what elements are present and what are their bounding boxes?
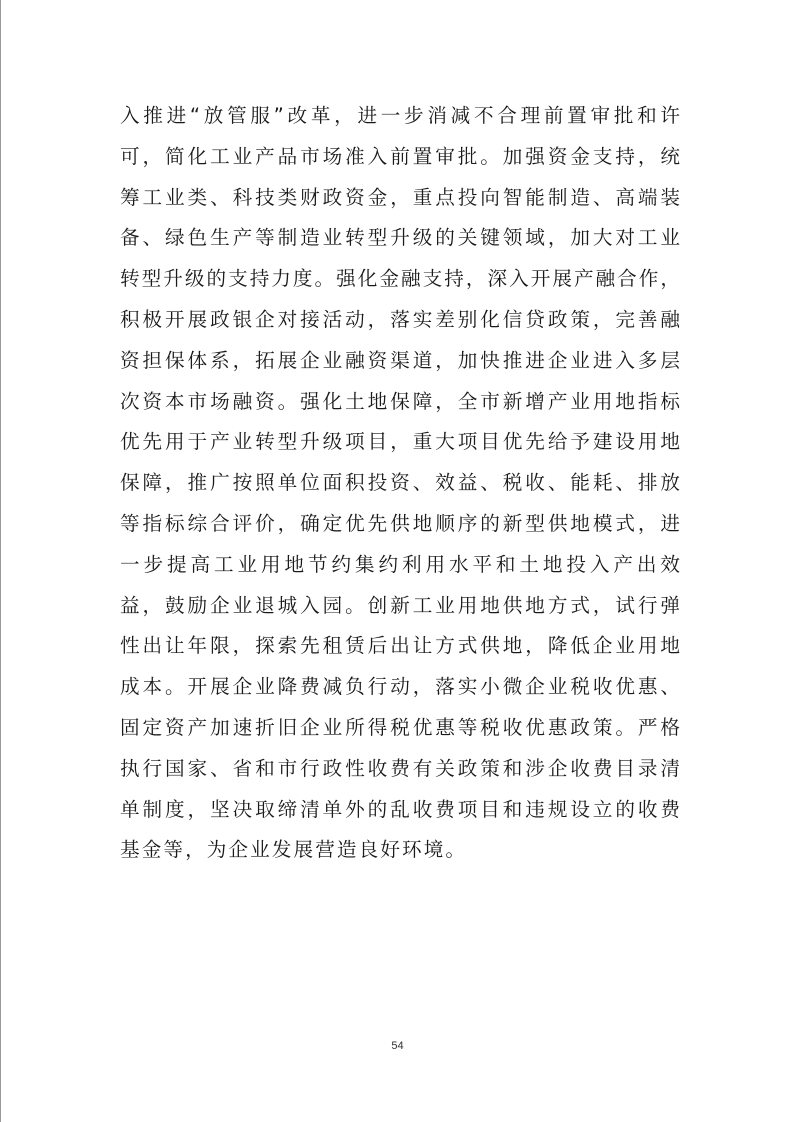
body-paragraph: [120, 96, 680, 871]
text-line: 一步提高工业用地节约集约利用水平和土地投入产出效: [120, 552, 680, 576]
text-line: 可，简化工业产品市场准入前置审批。加强资金支持，统: [120, 144, 680, 168]
text-line: 优先用于产业转型升级项目，重大项目优先给予建设用地: [120, 430, 680, 454]
text-line: 积极开展政银企对接活动，落实差别化信贷政策，完善融: [120, 307, 680, 331]
text-line: 单制度，坚决取缔清单外的乱收费项目和违规设立的收费: [120, 797, 680, 821]
text-line: 性出让年限，探索先租赁后出让方式供地，降低企业用地: [120, 634, 680, 658]
text-line: 基金等，为企业发展营造良好环境。: [120, 838, 468, 862]
text-line: 益，鼓励企业退城入园。创新工业用地供地方式，试行弹: [120, 593, 680, 617]
text-line: 资担保体系，拓展企业融资渠道，加快推进企业进入多层: [120, 348, 680, 372]
text-line: 执行国家、省和市行政性收费有关政策和涉企收费目录清: [120, 756, 680, 780]
text-line: 成本。开展企业降费减负行动，落实小微企业税收优惠、: [120, 675, 680, 699]
text-line: 固定资产加速折旧企业所得税优惠等税收优惠政策。严格: [120, 715, 680, 739]
text-line: 保障，推广按照单位面积投资、效益、税收、能耗、排放: [120, 471, 680, 495]
text-line: 入推进“放管服”改革，进一步消减不合理前置审批和许: [120, 104, 680, 127]
text-line: 筹工业类、科技类财政资金，重点投向智能制造、高端装: [120, 185, 680, 209]
text-line: 备、绿色生产等制造业转型升级的关键领域，加大对工业: [120, 226, 680, 250]
page-number: 54: [391, 1040, 404, 1052]
text-line: 次资本市场融资。强化土地保障，全市新增产业用地指标: [120, 389, 680, 413]
text-line: 等指标综合评价，确定优先供地顺序的新型供地模式，进: [120, 511, 680, 535]
text-line: 转型升级的支持力度。强化金融支持，深入开展产融合作，: [120, 267, 680, 291]
